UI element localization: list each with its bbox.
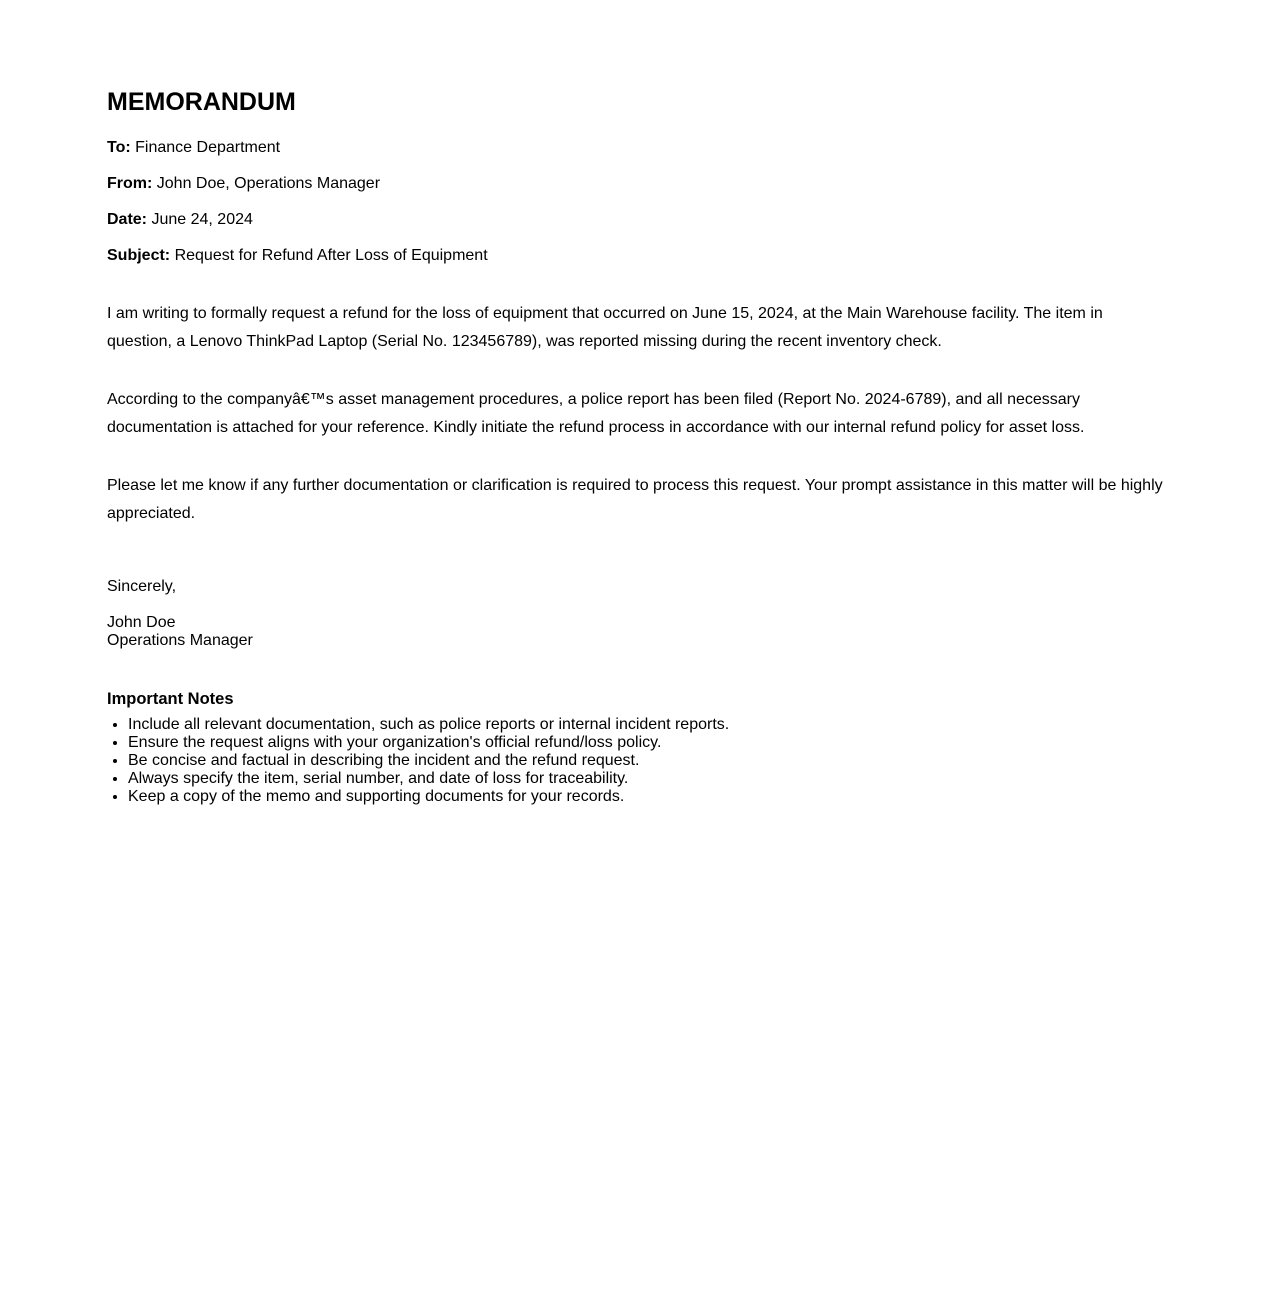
signature-title: Operations Manager	[107, 632, 253, 649]
meta-label-from: From:	[107, 175, 153, 192]
memo-meta-to	[107, 134, 1171, 162]
meta-value-to: Finance Department	[135, 139, 281, 156]
meta-value-from: John Doe, Operations Manager	[156, 175, 381, 192]
memo-meta-from	[107, 170, 1171, 198]
memo-meta-date	[107, 206, 1171, 234]
meta-label-subject: Subject:	[107, 247, 171, 264]
signature-name: John Doe	[107, 614, 176, 631]
memo-meta-subject	[107, 242, 1171, 270]
memo-paragraph-1: I am writing to formally request a refund for the loss of equipment that occurred on June 15, 2024, at the Main Warehouse facility. The item in question, a Lenovo ThinkPad Laptop (Serial No. 123456789), was reported missing during the recent inventory check.	[107, 305, 1103, 350]
memo-paragraph-3: Please let me know if any further documentation or clarification is required to process this request. Your prompt assistance in this matter will be highly appreciated.	[107, 477, 1163, 522]
signature-block	[107, 614, 1171, 650]
memo-paragraph-2: According to the companyâ€™s asset management procedures, a police report has been filed (Report No. 2024-6789), and all necessary documentation is attached for your reference. Kindly initiate the refund process in accordance with our internal refund policy for asset loss.	[107, 391, 1085, 436]
notes-list	[107, 716, 1171, 806]
meta-value-date: June 24, 2024	[151, 211, 253, 228]
meta-value-subject: Request for Refund After Loss of Equipment	[174, 247, 488, 264]
memo-title: MEMORANDUM	[107, 88, 296, 116]
memo-closing: Sincerely,	[107, 578, 177, 595]
meta-label-date: Date:	[107, 211, 148, 228]
note-item: • Always specify the item, serial number, and date of loss for traceability.	[128, 770, 1171, 788]
notes-heading: Important Notes	[107, 690, 234, 708]
note-item: • Keep a copy of the memo and supporting documents for your records.	[128, 788, 1171, 806]
note-item: • Include all relevant documentation, such as police reports or internal incident reports.	[128, 716, 1171, 734]
meta-label-to: To:	[107, 139, 131, 156]
note-item: • Be concise and factual in describing the incident and the refund request.	[128, 752, 1171, 770]
note-item: • Ensure the request aligns with your organization's official refund/loss policy.	[128, 734, 1171, 752]
